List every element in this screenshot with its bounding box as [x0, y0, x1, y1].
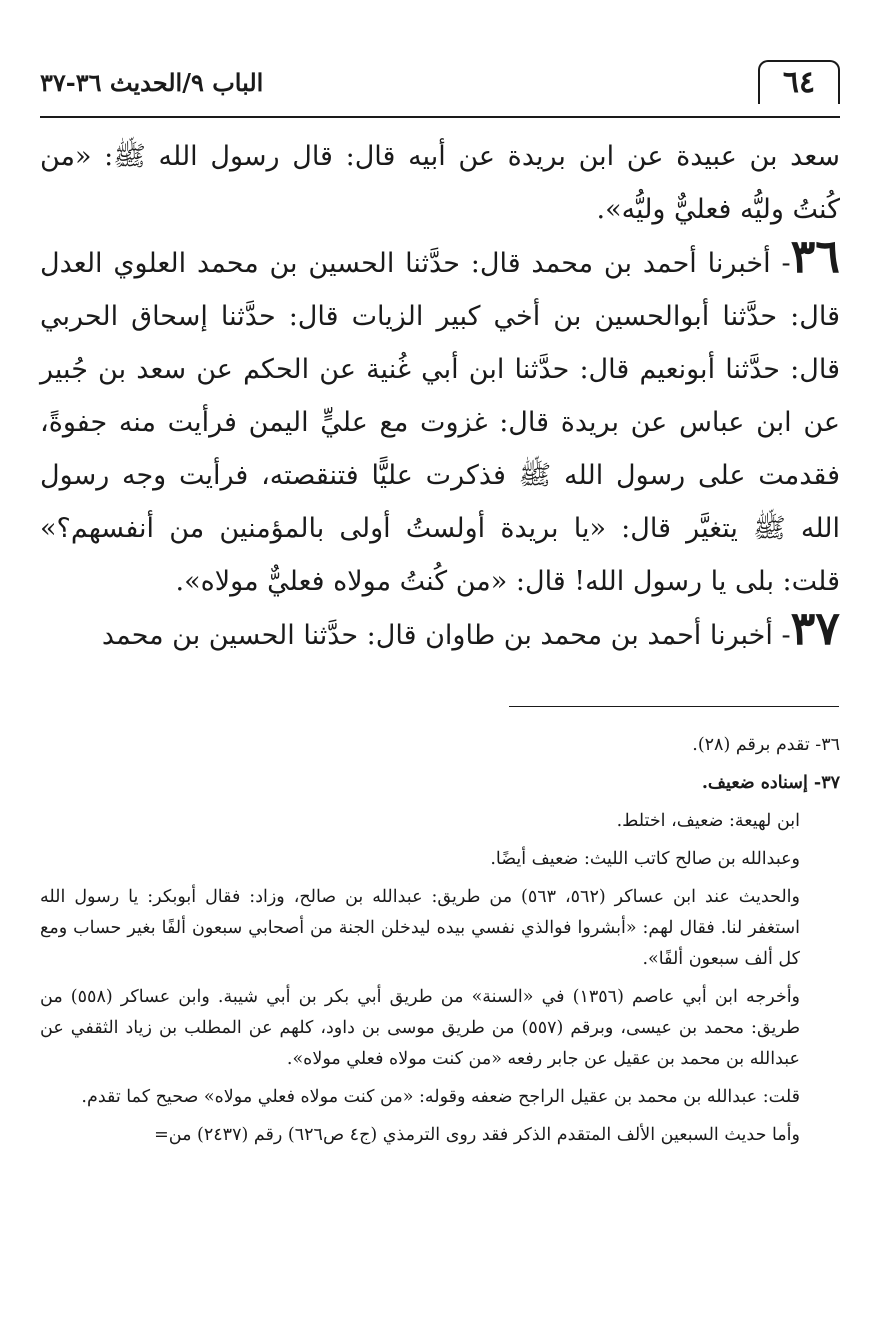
footnote-separator: [509, 706, 839, 707]
hadith-37: [40, 601, 840, 662]
hadith-number: ٣٦: [790, 229, 840, 283]
main-text: [40, 130, 840, 662]
footnote-line: وأما حديث السبعين الألف المتقدم الذكر فقد روى الترمذي (ج٤ ص٦٢٦) رقم (٢٤٣٧) من=: [154, 1125, 800, 1145]
hadith-text: - أخبرنا أحمد بن محمد بن طاوان قال: حدَّثنا الحسين بن محمد: [101, 620, 791, 651]
footnotes: [40, 730, 840, 1158]
footnote-line: وعبدالله بن صالح كاتب الليث: ضعيف أيضًا.: [490, 849, 800, 869]
page-header: [40, 58, 840, 118]
footnote-37-heading: ٣٧- إسناده ضعيف.: [701, 773, 840, 793]
hadith-text: - أخبرنا أحمد بن محمد قال: حدَّثنا الحسين بن محمد العلوي العدل قال: حدَّثنا أبوالحسين بن أخي كبير الزيات قال: حدَّثنا إسحاق الحربي قال: حدَّثنا أبونعيم قال: حدَّثنا ابن أبي غُنية عن الحكم عن سعد بن جُبير عن ابن عباس عن بريدة قال: غزوت مع عليٍّ اليمن فرأيت منه جفوةً، فقدمت على رسول الله ﷺ فذكرت عليًّا فتنقصته، فرأيت وجه رسول الله ﷺ يتغيَّر قال: «يا بريدة أولستُ أولى بالمؤمنين من أنفسهم؟» قلت: بلى يا رسول الله! قال: «من كُنتُ مولاه فعليٌّ مولاه».: [40, 248, 840, 597]
footnote-line: قلت: عبدالله بن محمد بن عقيل الراجح ضعفه وقوله: «من كنت مولاه فعلي مولاه» صحيح كما تقدم.: [81, 1087, 800, 1107]
continuation-paragraph: سعد بن عبيدة عن ابن بريدة عن أبيه قال: قال رسول الله ﷺ: «من كُنتُ وليُّه فعليٌّ وليُّه».: [40, 141, 840, 225]
running-title: الباب ٩/الحديث ٣٦-٣٧: [40, 68, 264, 97]
footnote-36: ٣٦- تقدم برقم (٢٨).: [692, 735, 840, 755]
footnote-line: والحديث عند ابن عساكر (٥٦٢، ٥٦٣) من طريق: عبدالله بن صالح، وزاد: فقال أبوبكر: يا رسول الله استغفر لنا. فقال لهم: «أبشروا فوالذي نفسي بيده ليدخلن الجنة من أصحابي سبعون ألفًا بغير حساب ومع كل ألف سبعون ألفًا».: [40, 887, 800, 969]
hadith-number: ٣٧: [790, 601, 840, 655]
page-number: ٦٤: [758, 60, 840, 104]
footnote-line: وأخرجه ابن أبي عاصم (١٣٥٦) في «السنة» من طريق أبي بكر بن أبي شيبة. وابن عساكر (٥٥٨) من طريق: محمد بن عيسى، وبرقم (٥٥٧) من طريق موسى بن داود، كلهم عن المطلب بن زياد الثقفي عن عبدالله بن محمد بن عقيل عن جابر رفعه «من كنت مولاه فعلي مولاه».: [40, 987, 801, 1069]
footnote-line: ابن لهيعة: ضعيف، اختلط.: [616, 811, 800, 831]
hadith-36: [40, 229, 840, 608]
header-rule: [40, 116, 840, 118]
